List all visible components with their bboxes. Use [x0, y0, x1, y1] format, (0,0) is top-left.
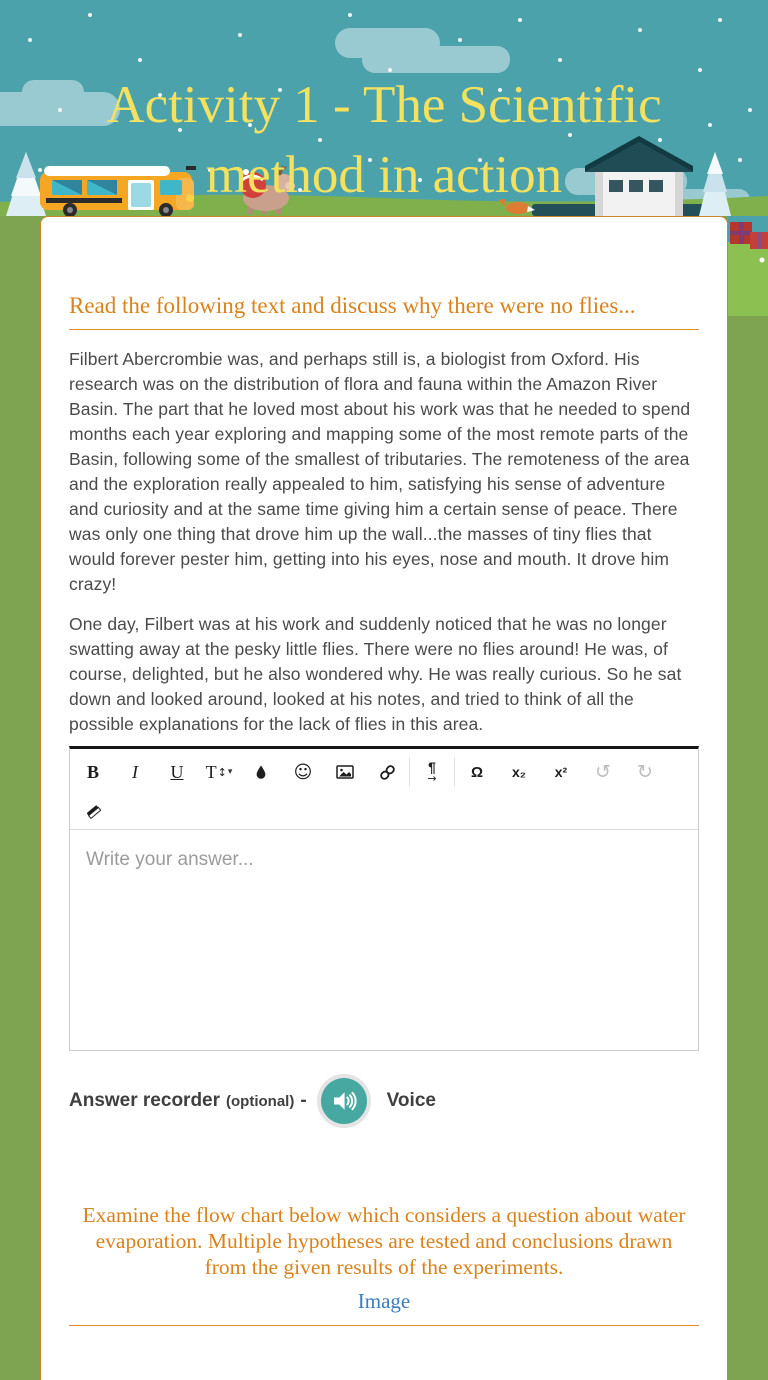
question2-heading: Examine the flow chart below which considers a question about water evaporation. Multiple hypotheses are tested and conclusions drawn from the given results of the experiments.	[82, 1203, 686, 1279]
redo-icon: ↻	[637, 761, 653, 783]
bold-button[interactable]: B	[72, 751, 114, 793]
answer-placeholder: Write your answer...	[86, 849, 254, 870]
pilcrow-icon: ¶	[428, 759, 436, 775]
font-size-button[interactable]: T ↕ ▾	[198, 751, 240, 793]
insert-link-button[interactable]	[366, 751, 408, 793]
smiley-icon: ☺	[293, 761, 313, 783]
text-color-button[interactable]	[240, 751, 282, 793]
question2-section	[69, 1202, 699, 1326]
omega-icon: Ω	[470, 763, 484, 781]
answer-recorder-row	[69, 1078, 699, 1124]
special-character-button[interactable]	[456, 751, 498, 793]
image-icon	[336, 764, 354, 780]
question1-heading: Read the following text and discuss why there were no flies...	[69, 293, 636, 318]
toolbar-separator	[409, 757, 410, 787]
speaker-icon	[330, 1087, 358, 1115]
insert-image-button[interactable]	[324, 751, 366, 793]
editor-toolbar	[70, 749, 698, 830]
italic-button[interactable]: I	[114, 751, 156, 793]
text-direction-button[interactable]	[411, 751, 453, 793]
underline-button[interactable]: U	[156, 751, 198, 793]
voice-record-button[interactable]	[321, 1078, 367, 1124]
answer-editor	[69, 746, 699, 1051]
subscript-button[interactable]: x₂	[498, 751, 540, 793]
page-title: Activity 1 - The Scientific method in action	[106, 76, 662, 204]
droplet-icon	[253, 764, 269, 780]
dash-separator: -	[300, 1090, 307, 1111]
header-banner	[0, 0, 768, 216]
link-icon	[379, 764, 396, 781]
story-paragraph-2: One day, Filbert was at his work and suddenly noticed that he was no longer swatting away at the pesky little flies. There were no flies around! He was, of course, delighted, but he also wondered why. He was really curious. So he sat down and looked around, looked at his notes, and tried to think of all the possible explanations for the lack of flies in this area.	[69, 614, 682, 734]
question2-divider	[69, 1325, 699, 1326]
clear-formatting-button[interactable]	[72, 794, 114, 826]
worksheet-card	[40, 216, 728, 1380]
answer-text-input[interactable]	[70, 830, 698, 1050]
undo-button[interactable]	[582, 751, 624, 793]
image-link[interactable]: Image	[357, 1289, 411, 1313]
eraser-icon	[85, 802, 102, 819]
redo-button[interactable]	[624, 751, 666, 793]
optional-label: (optional)	[226, 1092, 295, 1110]
gift-boxes-decoration	[728, 216, 768, 316]
arrow-right-icon: →	[427, 772, 437, 785]
superscript-button[interactable]: x²	[540, 751, 582, 793]
heading-divider	[69, 329, 699, 330]
story-paragraph-1: Filbert Abercrombie was, and perhaps still is, a biologist from Oxford. His research was on the distribution of flora and fauna within the Amazon River Basin. The part that he loved most about his work was that he needed to spend months each year exploring and mapping some of the most remote parts of the Basin, following some of the smallest of tributaries. The remoteness of the area and the exploration really appealed to him, satisfying his sense of adventure and curiosity and at the same time giving him a certain sense of peace. There was only one thing that drove him up the wall...the masses of tiny flies that would forever pester him, getting into his eyes, nose and mouth. It drove him crazy!	[69, 349, 691, 594]
undo-icon: ↺	[595, 761, 611, 783]
emoji-button[interactable]	[282, 751, 324, 793]
toolbar-separator	[454, 757, 455, 787]
voice-label: Voice	[386, 1090, 436, 1111]
answer-recorder-label: Answer recorder	[69, 1090, 221, 1111]
